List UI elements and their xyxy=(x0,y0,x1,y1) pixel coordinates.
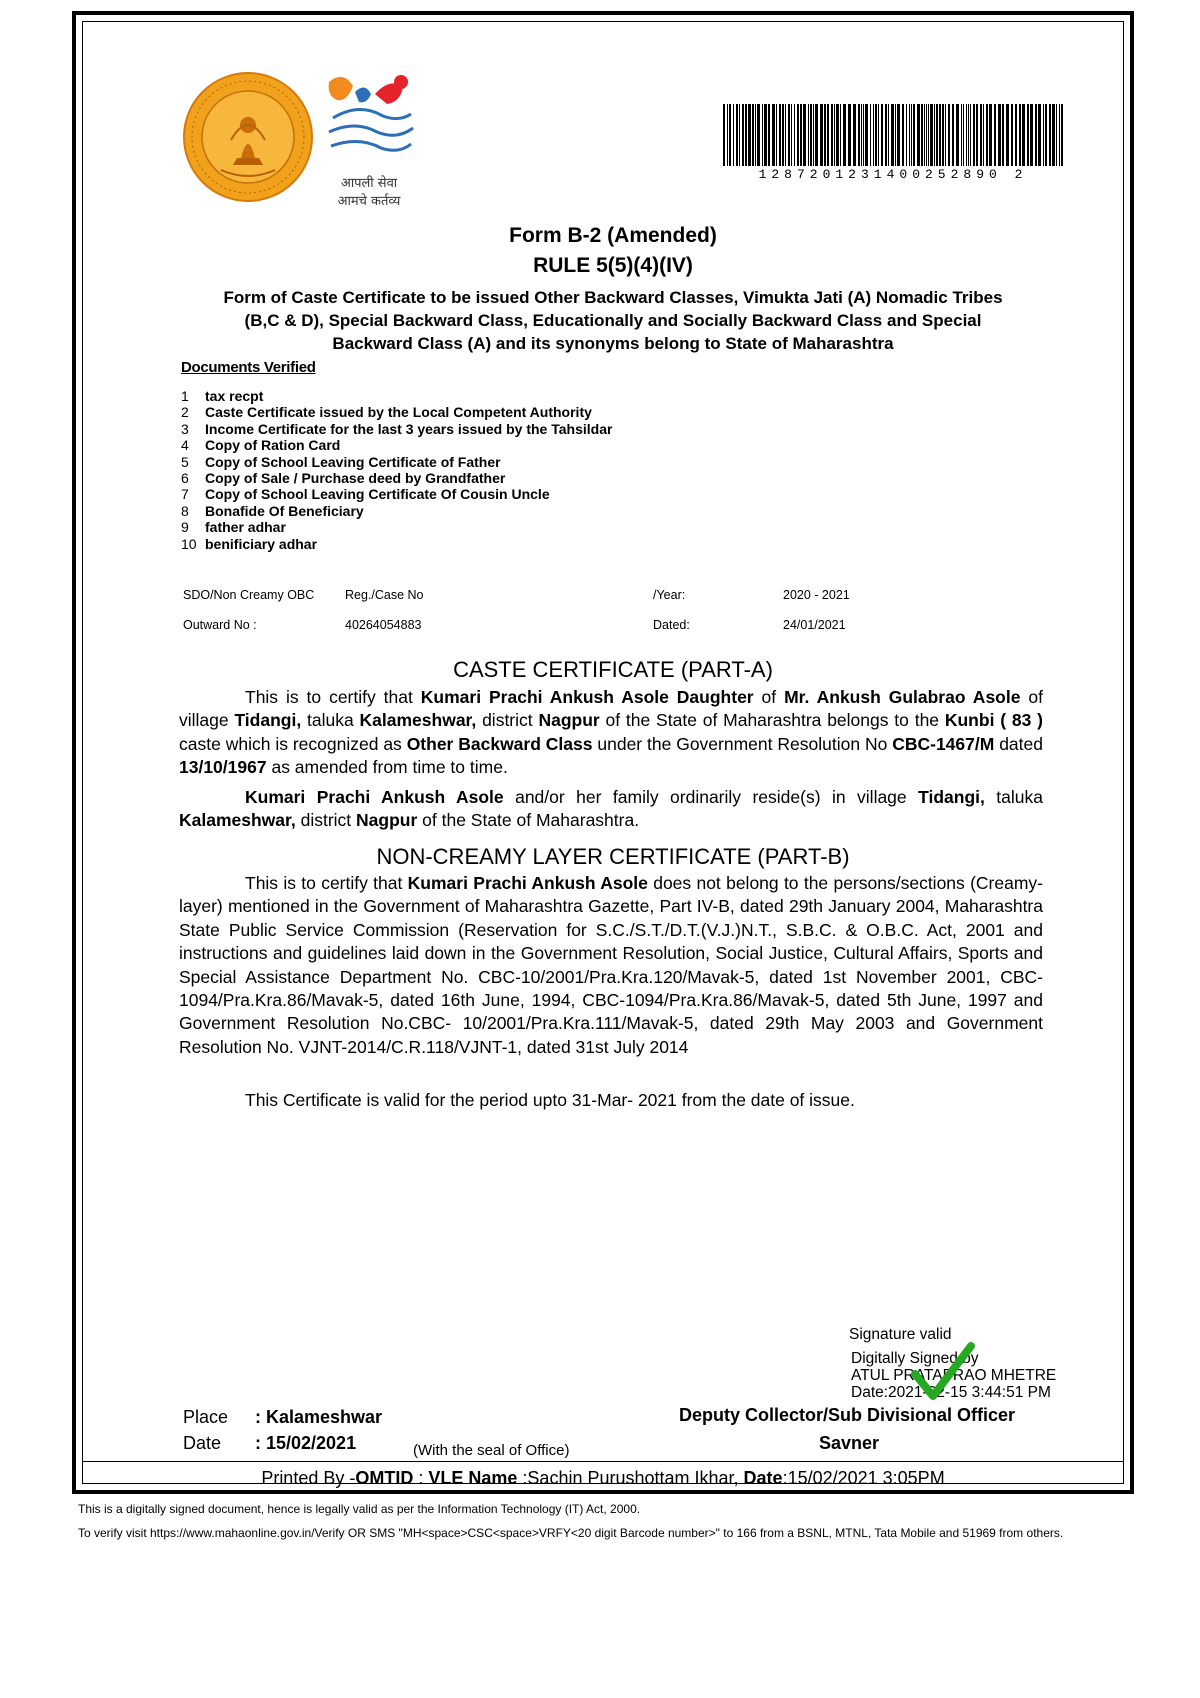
barcode-bar xyxy=(913,104,915,166)
maharashtra-seal-icon xyxy=(181,70,315,204)
barcode-bar xyxy=(727,104,728,166)
barcode-bar xyxy=(936,104,938,166)
barcode-bar xyxy=(1035,104,1037,166)
seal-note: (With the seal of Office) xyxy=(413,1442,570,1459)
signature-date: Date:2021-02-15 3:44:51 PM xyxy=(851,1384,1051,1401)
barcode-bar xyxy=(906,104,907,166)
check-mark-icon xyxy=(911,1340,975,1404)
barcode-bar xyxy=(1002,104,1004,166)
barcode-bar xyxy=(733,104,734,166)
list-item: 5 Copy of School Leaving Certificate of Father xyxy=(181,453,501,470)
barcode-bar xyxy=(834,104,835,166)
officer-designation: Deputy Collector/Sub Divisional Officer xyxy=(679,1405,1016,1425)
barcode-bar xyxy=(891,104,894,166)
barcode-bar xyxy=(961,104,962,166)
barcode-bar xyxy=(755,104,756,166)
barcode-bar xyxy=(934,104,935,166)
barcode-bar xyxy=(1061,104,1063,166)
barcode-bar xyxy=(797,104,799,166)
barcode-bar xyxy=(948,104,950,166)
outward-value: 40264054883 xyxy=(345,618,422,632)
barcode-bar xyxy=(878,104,879,166)
barcode-bar xyxy=(921,104,923,166)
year-value: 2020 - 2021 xyxy=(783,588,850,602)
barcode-bar xyxy=(956,104,959,166)
barcode-bar xyxy=(788,104,790,166)
barcode-bar xyxy=(736,104,738,166)
barcode-bar xyxy=(836,104,839,166)
barcode-bar xyxy=(848,104,851,166)
part-a-paragraph-2: Kumari Prachi Ankush Asole and/or her family ordinarily reside(s) in village Tidangi, taluka Kalameshwar, district Nagpur of the State of Maharashtra. xyxy=(179,787,1043,831)
validity-statement: This Certificate is valid for the period upto 31-Mar- 2021 from the date of issue. xyxy=(245,1090,855,1110)
barcode-bar xyxy=(1059,104,1060,166)
barcode-bar xyxy=(820,104,823,166)
barcode-bar xyxy=(885,104,887,166)
barcode-bar xyxy=(768,104,770,166)
part-a-paragraph-1: This is to certify that Kumari Prachi Ankush Asole Daughter of Mr. Ankush Gulabrao Asole of village Tidangi, taluka Kalameshwar, district Nagpur of the State of Maharashtra belongs to the Kunbi ( 83 ) caste which is recognized as Other Backward Class under the Government Resolution No CBC-1467/M dated 13/10/1967 as amended from time to time. xyxy=(179,687,1043,778)
aapli-seva-emblem-icon xyxy=(319,72,419,168)
barcode-bar xyxy=(757,104,760,166)
barcode-bar xyxy=(902,104,904,166)
barcode-bar xyxy=(815,104,818,166)
rule-title: RULE 5(5)(4)(IV) xyxy=(533,254,693,277)
place-value: : Kalameshwar xyxy=(255,1407,383,1427)
barcode-bar xyxy=(1006,104,1009,166)
barcode-bar xyxy=(840,104,841,166)
barcode-bar xyxy=(810,104,812,166)
barcode-bar xyxy=(791,104,792,166)
barcode-bar xyxy=(998,104,1001,166)
barcode-bar xyxy=(1027,104,1029,166)
barcode-bar xyxy=(824,104,826,166)
list-item: 1 tax recpt xyxy=(181,388,264,404)
documents-verified-heading: Documents Verified xyxy=(181,359,316,376)
barcode-bar xyxy=(782,104,784,166)
barcode-bar xyxy=(994,104,996,166)
signature-status: Signature valid xyxy=(849,1326,952,1343)
signer-name: ATUL PRATAPRAO MHETRE xyxy=(851,1367,1057,1384)
barcode-bar xyxy=(729,104,731,166)
barcode-bar xyxy=(968,104,969,166)
barcode-bar xyxy=(963,104,964,166)
barcode-bar xyxy=(989,104,992,166)
signature-line-1: Digitally Signed by xyxy=(851,1350,979,1367)
barcode-bar xyxy=(764,104,767,166)
barcode-bar xyxy=(926,104,927,166)
barcode-bar xyxy=(1045,104,1047,166)
list-item: 2 Caste Certificate issued by the Local Competent Authority xyxy=(181,404,592,421)
reg-case-label: Reg./Case No xyxy=(345,588,424,602)
barcode-bar xyxy=(1052,104,1055,166)
list-item: 8 Bonafide Of Beneficiary xyxy=(181,502,364,519)
barcode-bar xyxy=(858,104,860,166)
dated-value: 24/01/2021 xyxy=(783,618,846,632)
barcode-bar xyxy=(831,104,833,166)
barcode-bar xyxy=(980,104,982,166)
barcode-bar xyxy=(976,104,978,166)
barcode-bar xyxy=(808,104,809,166)
barcode-bar xyxy=(888,104,889,166)
barcode-bar xyxy=(742,104,744,166)
place-label: Place xyxy=(183,1407,229,1427)
year-label: /Year: xyxy=(653,588,686,602)
barcode-bar xyxy=(1043,104,1044,166)
list-item: 10 benificiary adhar xyxy=(181,535,318,552)
barcode-bar xyxy=(800,104,802,166)
footer-notes xyxy=(78,1498,1138,1545)
barcode-bar xyxy=(870,104,871,166)
barcode-bar xyxy=(924,104,925,166)
barcode-bar xyxy=(911,104,912,166)
barcode-bar xyxy=(909,104,910,166)
barcode-bar xyxy=(970,104,971,166)
certificate-inner-border xyxy=(82,21,1124,1488)
barcode-bar xyxy=(748,104,751,166)
barcode-bar xyxy=(966,104,967,166)
verify-note: To verify visit https://www.mahaonline.gov.in/Verify OR SMS "MH<space>CSC<space>VRFY<20 digit Barcode number>" to 166 from a BSNL, MTNL, Tata Mobile and 51969 from others. xyxy=(78,1525,1064,1540)
office-label: SDO/Non Creamy OBC xyxy=(183,588,315,602)
barcode-bar xyxy=(803,104,806,166)
list-item: 6 Copy of Sale / Purchase deed by Grandfather xyxy=(181,470,506,487)
barcode-bar xyxy=(827,104,829,166)
barcode-bar xyxy=(762,104,763,166)
barcode-bar xyxy=(1015,104,1017,166)
barcode-bar xyxy=(986,104,988,166)
part-a-title: CASTE CERTIFICATE (PART-A) xyxy=(453,657,773,682)
logo-text-line1: आपली सेवा xyxy=(340,176,398,191)
barcode-bar xyxy=(1049,104,1051,166)
barcode-bar xyxy=(895,104,896,166)
barcode-bar xyxy=(952,104,954,166)
barcode-bar xyxy=(1056,104,1057,166)
list-item: 3 Income Certificate for the last 3 years issued by the Tahsildar xyxy=(181,420,613,437)
list-item: 7 Copy of School Leaving Certificate Of Cousin Uncle xyxy=(181,486,550,503)
list-item: 4 Copy of Ration Card xyxy=(181,437,341,454)
part-b-title: NON-CREAMY LAYER CERTIFICATE (PART-B) xyxy=(376,844,850,869)
barcode-bar xyxy=(873,104,874,166)
form-description: Form of Caste Certificate to be issued Other Backward Classes, Vimukta Jati (A) Nomadic Tribes (B,C & D), Special Backward Class, Educationally and Socially Backward Class and Special Backward Class (A) and its synonyms belong to State of Maharashtra xyxy=(223,288,1003,353)
barcode-bar xyxy=(939,104,941,166)
barcode-bar xyxy=(745,104,747,166)
barcode-bar xyxy=(942,104,944,166)
date-value: : 15/02/2021 xyxy=(255,1433,357,1453)
barcode-bar xyxy=(875,104,877,166)
barcode-bar xyxy=(897,104,900,166)
barcode-bar xyxy=(853,104,856,166)
barcode-bar xyxy=(861,104,862,166)
barcode-bar xyxy=(928,104,929,166)
barcode-bar xyxy=(752,104,754,166)
barcode-bar xyxy=(917,104,920,166)
certificate-outer-border xyxy=(72,11,1134,1494)
barcode-bar xyxy=(723,104,725,166)
legal-note: This is a digitally signed document, hence is legally valid as per the Information Technology (IT) Act, 2000. xyxy=(78,1502,641,1516)
barcode-bar xyxy=(1030,104,1033,166)
form-title: Form B-2 (Amended) xyxy=(509,224,717,247)
part-b-paragraph: This is to certify that Kumari Prachi Ankush Asole does not belong to the persons/sections (Creamy-layer) mentioned in the Government of Maharashtra Gazette, Part IV-B, dated 29th January 2004, Maharashtra State Public Service Commission (Reservation for S.C./S.T./D.T.(V.J.)N.T., S.B.C. & O.B.C. Act, 2001 and instructions and guidelines laid down in the Government Resolution, Social Justice, Cultural Affairs, Sports and Special Assistance Department No. CBC-10/2001/Pra.Kra.120/Mavak-5, dated 1st November 2001, CBC-1094/Pra.Kra.86/Mavak-5, dated 16th June, 1994, CBC-1094/Pra.Kra.86/Mavak-5, dated 5th June, 1997 and Government Resolution No.CBC- 10/2001/Pra.Kra.111/Mavak-5, dated 29th May 2003 and Government Resolution No. VJNT-2014/C.R.118/VJNT-1, dated 31st July 2014 xyxy=(179,873,1043,1057)
documents-list xyxy=(181,388,612,552)
aapli-seva-logo xyxy=(319,72,419,212)
barcode-bar xyxy=(1022,104,1025,166)
barcode-bar xyxy=(983,104,984,166)
barcode-bar xyxy=(865,104,868,166)
barcode-bar xyxy=(843,104,846,166)
barcode-bar xyxy=(881,104,883,166)
barcode-bar xyxy=(813,104,814,166)
barcode-bar xyxy=(945,104,946,166)
barcode-image xyxy=(723,104,1063,166)
barcode-bar xyxy=(779,104,781,166)
barcode-bar xyxy=(785,104,786,166)
barcode-bar xyxy=(1011,104,1013,166)
logo-text-line2: आमचे कर्तव्य xyxy=(337,194,401,209)
printed-by-line: Printed By -OMTID : VLE Name :Sachin Purushottam Ikhar, Date:15/02/2021 3:05PM xyxy=(83,1461,1123,1493)
outward-label: Outward No : xyxy=(183,618,257,632)
barcode-bar xyxy=(863,104,864,166)
barcode-bar xyxy=(930,104,933,166)
list-item: 9 father adhar xyxy=(181,519,286,536)
officer-location: Savner xyxy=(819,1433,880,1453)
barcode-bar xyxy=(772,104,775,166)
date-label: Date xyxy=(183,1433,222,1453)
barcode-bar xyxy=(1019,104,1021,166)
barcode-bar xyxy=(794,104,795,166)
barcode-bar xyxy=(1038,104,1041,166)
barcode-bar xyxy=(739,104,740,166)
barcode-bar xyxy=(973,104,975,166)
barcode-bar xyxy=(776,104,777,166)
dated-label: Dated: xyxy=(653,618,690,632)
barcode-number: 1287201231400252890 2 xyxy=(758,167,1028,182)
